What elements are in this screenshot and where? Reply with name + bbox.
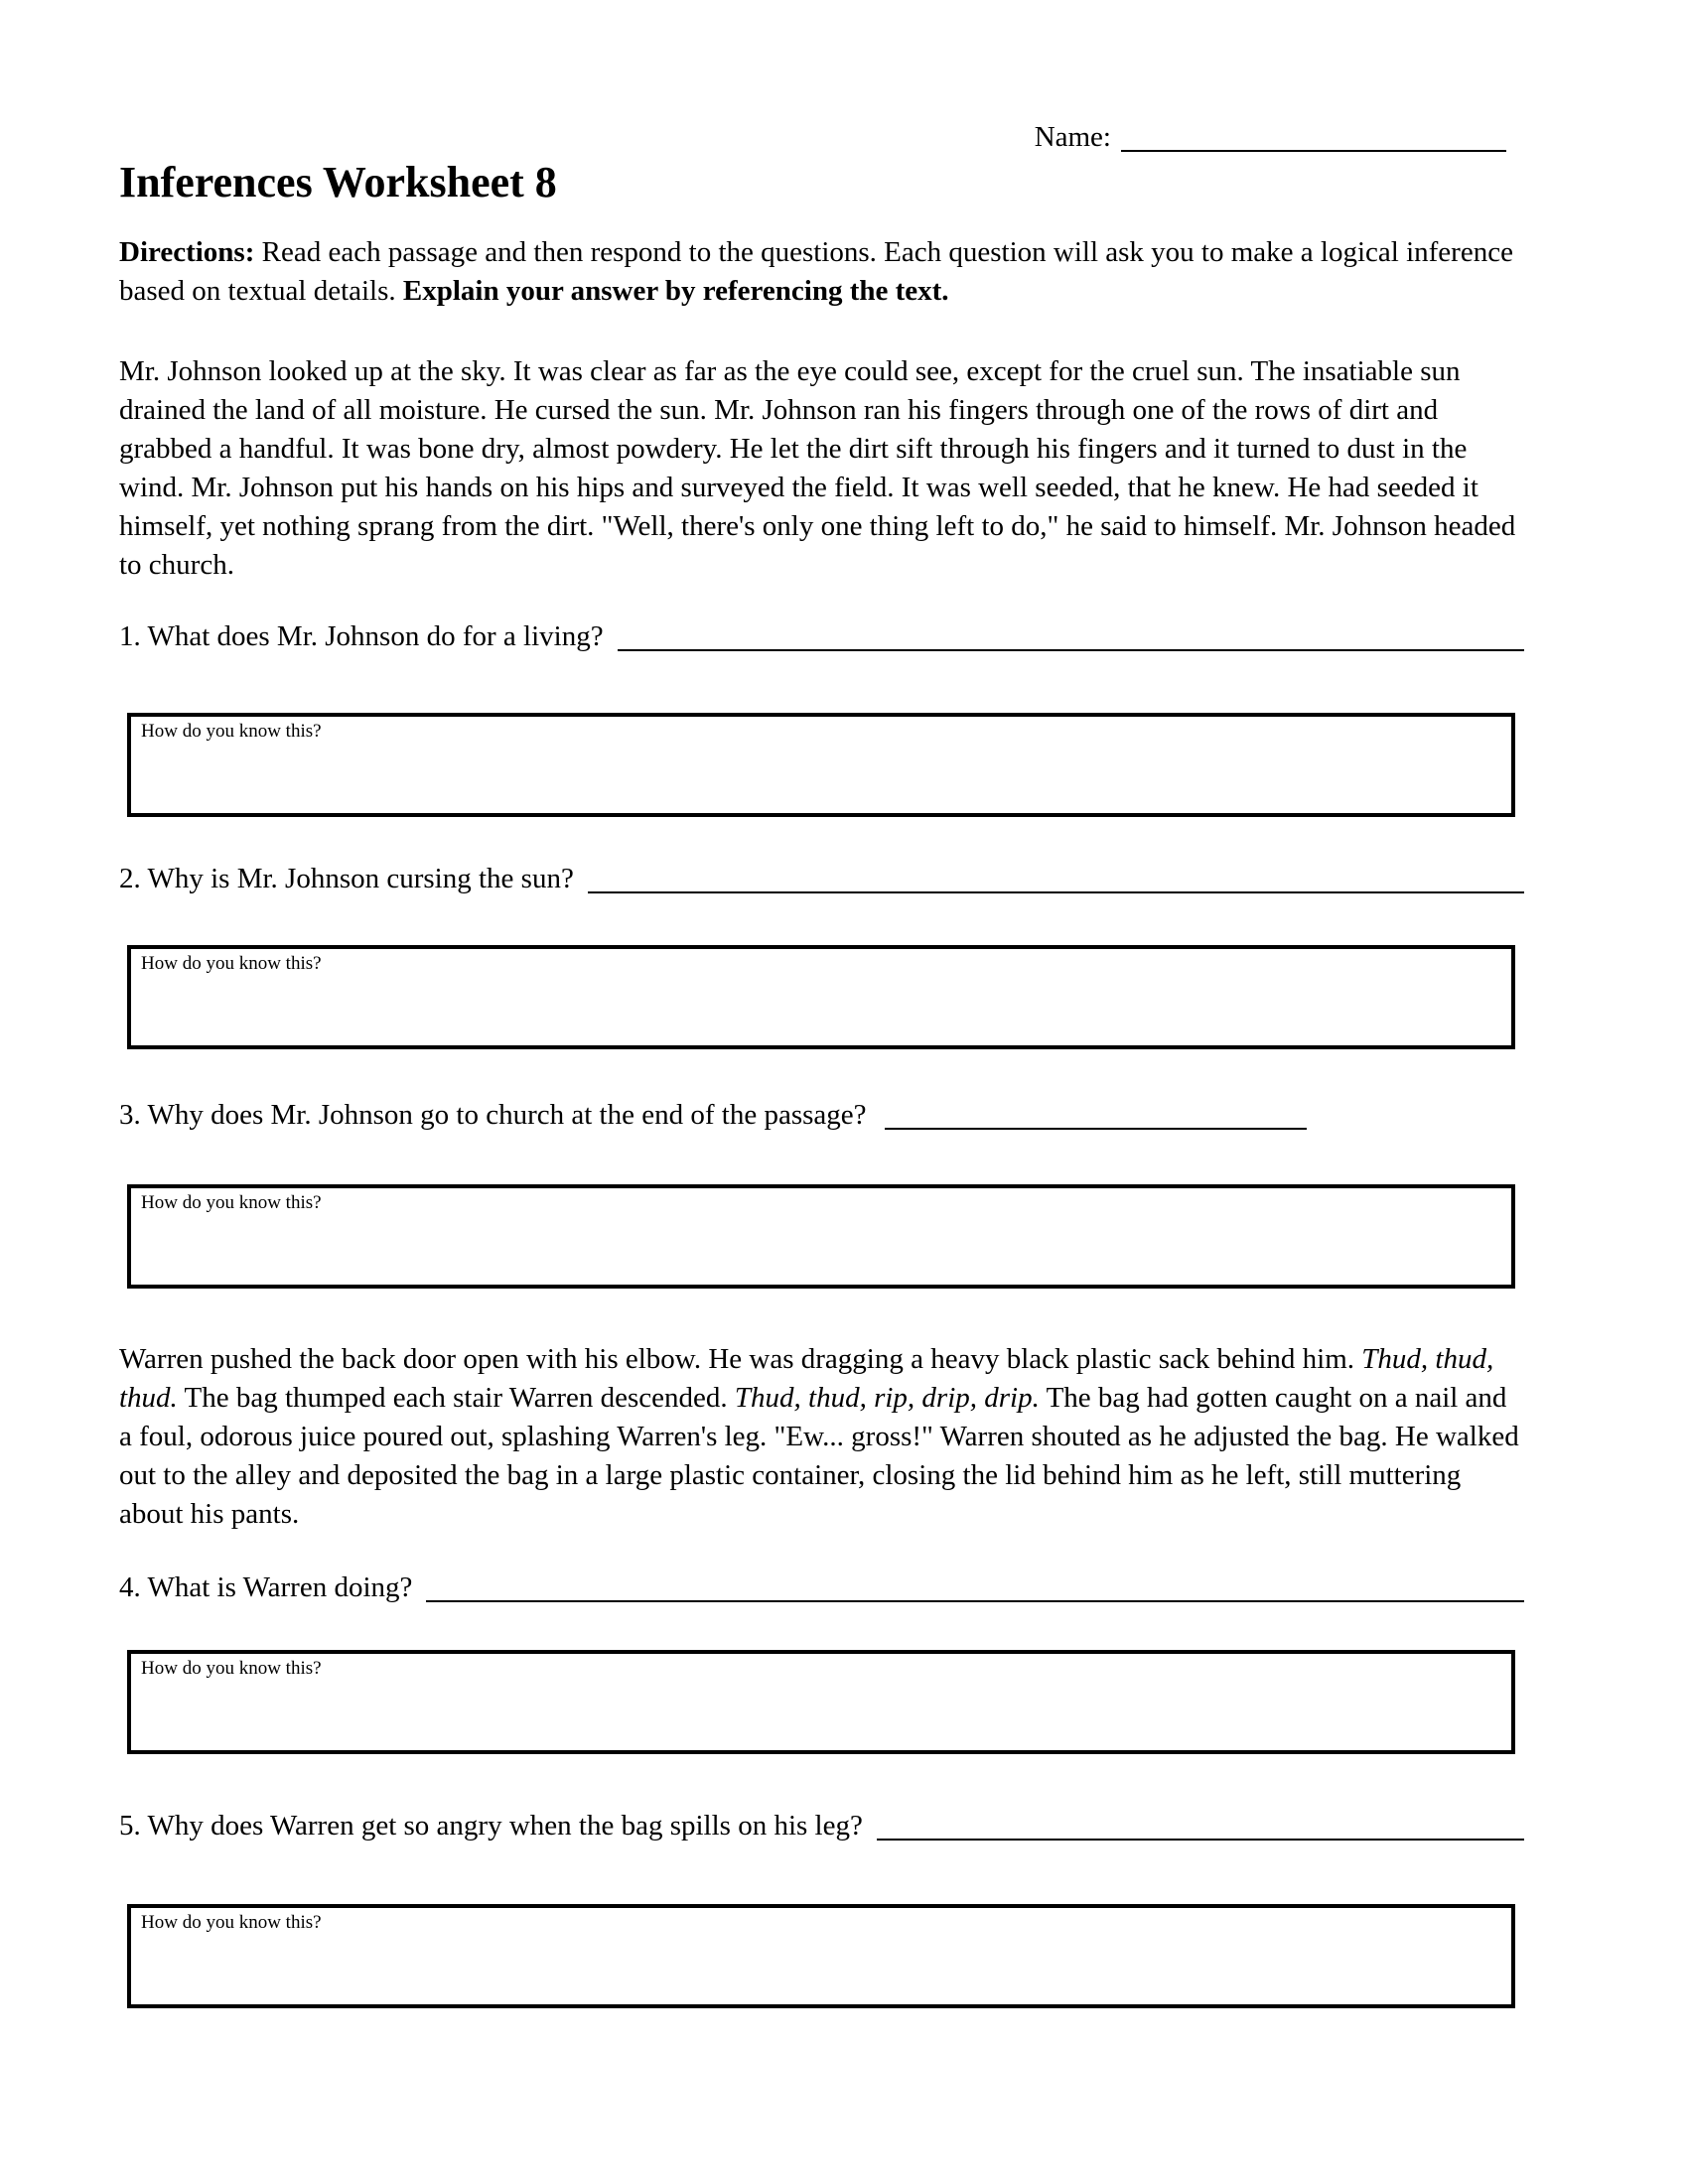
question-3-text: 3. Why does Mr. Johnson go to church at the end of the passage? xyxy=(119,1099,867,1131)
question-4 xyxy=(119,1569,1524,1607)
question-1-text: 1. What does Mr. Johnson do for a living? xyxy=(119,620,604,652)
passage-2: Warren pushed the back door open with his elbow. He was dragging a heavy black plastic sack behind him. Thud, thud, thud. The bag thumped each stair Warren descended. Thud, thud, rip, drip, drip. The bag had gotten caught on a nail and a foul, odorous juice poured out, splashing Warren's leg. "Ew... gross!" Warren shouted as he adjusted the bag. He walked out to the alley and deposited the bag in a large plastic container, closing the lid behind him as he left, still muttering about his pants. xyxy=(119,1343,1519,1530)
answer-box-3-label: How do you know this? xyxy=(141,1192,322,1213)
question-2-text: 2. Why is Mr. Johnson cursing the sun? xyxy=(119,863,574,894)
answer-box-4-label: How do you know this? xyxy=(141,1658,322,1679)
question-3 xyxy=(119,1096,1524,1135)
directions-body: Read each passage and then respond to the questions. Each question will ask you to make a logical inference based on textual details. xyxy=(119,236,1513,307)
answer-box-5-label: How do you know this? xyxy=(141,1912,322,1933)
answer-box-1[interactable] xyxy=(127,713,1515,817)
question-2 xyxy=(119,860,1524,898)
question-1-answer-line[interactable] xyxy=(618,649,1524,651)
directions-label: Directions: xyxy=(119,236,255,268)
name-row xyxy=(119,117,1524,157)
answer-box-2-label: How do you know this? xyxy=(141,953,322,974)
name-label: Name: xyxy=(1034,121,1111,153)
answer-box-4[interactable] xyxy=(127,1650,1515,1754)
directions-emphasis: Explain your answer by referencing the text. xyxy=(402,275,949,307)
question-5-answer-line[interactable] xyxy=(877,1839,1524,1841)
directions-paragraph xyxy=(119,233,1524,311)
question-1 xyxy=(119,617,1524,656)
passage-1: Mr. Johnson looked up at the sky. It was clear as far as the eye could see, except for the cruel sun. The insatiable sun drained the land of all moisture. He cursed the sun. Mr. Johnson ran his fingers through one of the rows of dirt and grabbed a handful. It was bone dry, almost powdery. He let the dirt sift through his fingers and it turned to dust in the wind. Mr. Johnson put his hands on his hips and surveyed the field. It was well seeded, that he knew. He had seeded it himself, yet nothing sprang from the dirt. "Well, there's only one thing left to do," he said to himself. Mr. Johnson headed to church. xyxy=(119,355,1516,581)
answer-box-2[interactable] xyxy=(127,945,1515,1049)
question-5-text: 5. Why does Warren get so angry when the bag spills on his leg? xyxy=(119,1810,863,1842)
question-4-text: 4. What is Warren doing? xyxy=(119,1571,413,1603)
question-2-answer-line[interactable] xyxy=(588,891,1524,893)
question-5 xyxy=(119,1807,1524,1845)
answer-box-3[interactable] xyxy=(127,1184,1515,1289)
answer-box-1-label: How do you know this? xyxy=(141,721,322,742)
name-input-line[interactable] xyxy=(1121,150,1506,152)
question-3-answer-line[interactable] xyxy=(885,1128,1307,1130)
question-4-answer-line[interactable] xyxy=(426,1600,1524,1602)
answer-box-5[interactable] xyxy=(127,1904,1515,2008)
page-title: Inferences Worksheet 8 xyxy=(119,158,557,206)
